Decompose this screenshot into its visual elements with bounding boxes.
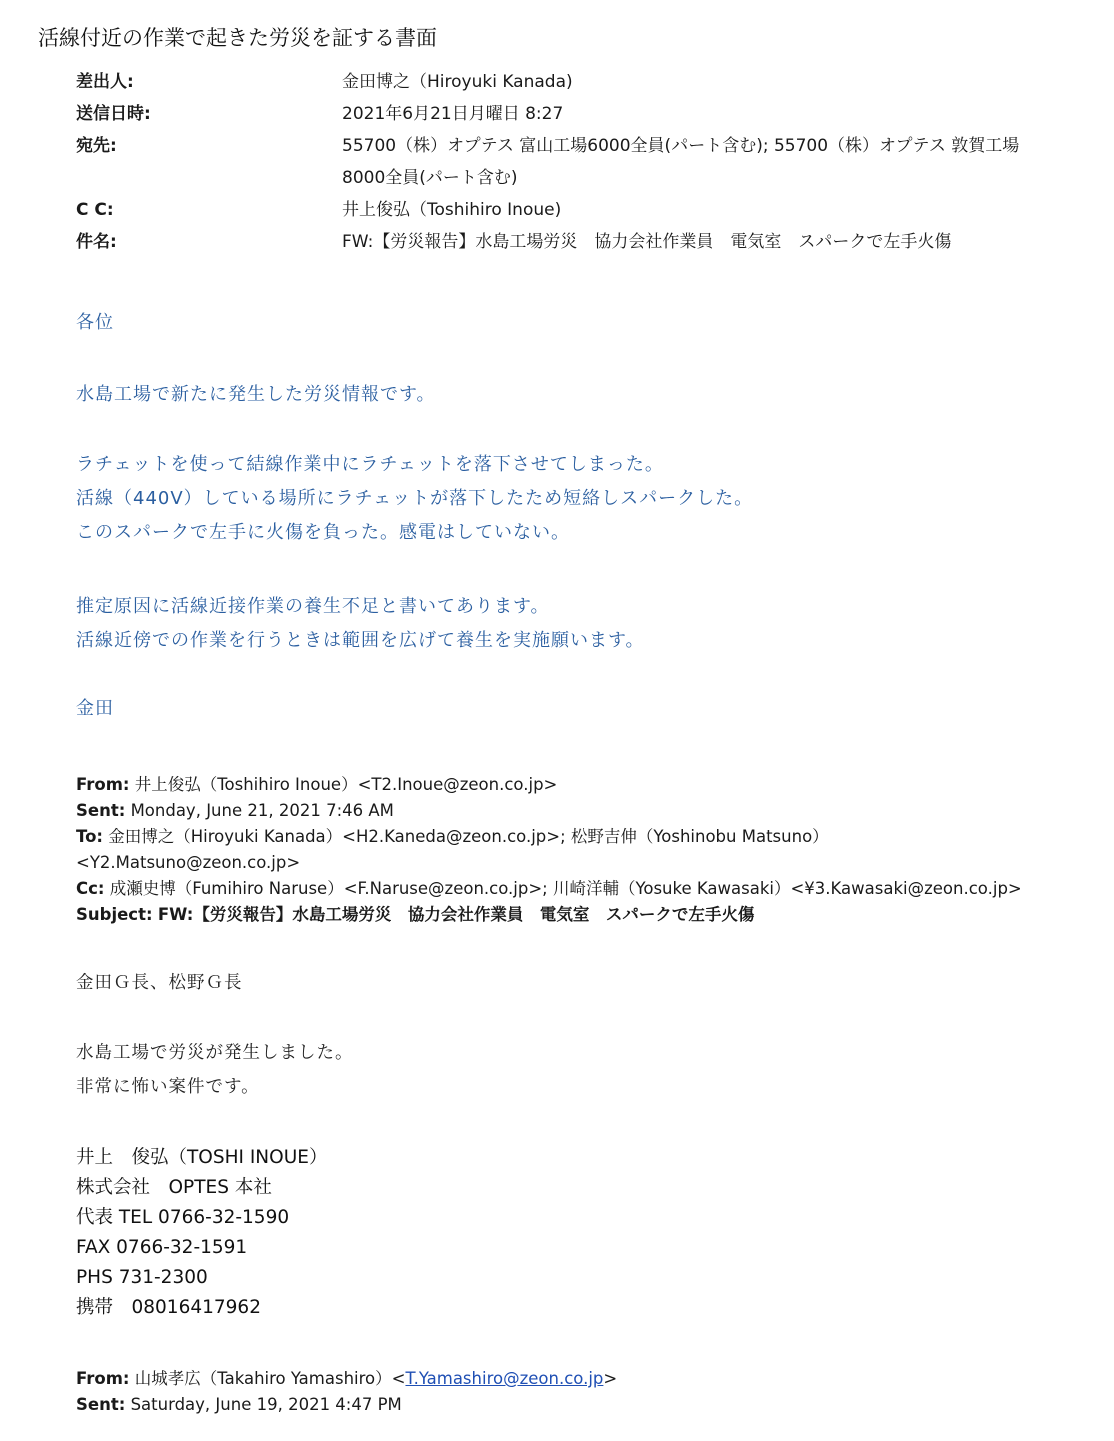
fwd2-email-link[interactable]: T.Yamashiro@zeon.co.jp <box>405 1369 604 1388</box>
header-row-to <box>76 130 1076 162</box>
fwd2-sent-label: Sent: <box>76 1395 126 1414</box>
signature-block <box>76 1143 327 1323</box>
header-value: 55700（株）オプテス 富山工場6000全員(パート含む); 55700（株）オプテス 敦賀工場 <box>342 136 1020 156</box>
fwd-from-value: 井上俊弘（Toshihiro Inoue）<T2.Inoue@zeon.co.jp> <box>134 775 558 794</box>
fwd-subject-line <box>76 902 1086 928</box>
sign-text: 金田 <box>76 698 114 719</box>
header-row-from <box>76 66 1076 98</box>
header-row-subject <box>76 226 1076 258</box>
signature-line: 携帯 08016417962 <box>76 1297 261 1318</box>
fwd-to-value-cont: <Y2.Matsuno@zeon.co.jp> <box>76 853 301 872</box>
header-value: 金田博之（Hiroyuki Kanada) <box>342 72 573 92</box>
signature-line: 株式会社 OPTES 本社 <box>76 1177 272 1198</box>
body2-greeting-text: 金田Ｇ長、松野Ｇ長 <box>76 973 243 993</box>
paragraph-line: このスパークで左手に火傷を負った。感電はしていない。 <box>76 522 570 543</box>
fwd-to-line-cont <box>76 850 1086 876</box>
body2-greeting <box>76 966 243 1000</box>
greeting-text: 各位 <box>76 312 114 333</box>
fwd-sent-value: Monday, June 21, 2021 7:46 AM <box>130 801 394 820</box>
fwd-sent-label: Sent: <box>76 801 126 820</box>
fwd2-sent-line <box>76 1392 1086 1418</box>
body2-lines <box>76 1036 354 1104</box>
signature-line: FAX 0766-32-1591 <box>76 1237 248 1258</box>
fwd-from-label: From: <box>76 775 130 794</box>
header-row-sent <box>76 98 1076 130</box>
signature-line: 井上 俊弘（TOSHI INOUE） <box>76 1147 328 1168</box>
body-paragraph-2 <box>76 590 645 658</box>
intro-text: 水島工場で新たに発生した労災情報です。 <box>76 384 436 405</box>
header-label: 宛先: <box>76 136 117 156</box>
header-label: 送信日時: <box>76 104 151 124</box>
fwd-subject-value: FW:【労災報告】水島工場労災 協力会社作業員 電気室 スパークで左手火傷 <box>157 905 755 924</box>
header-value: FW:【労災報告】水島工場労災 協力会社作業員 電気室 スパークで左手火傷 <box>342 232 952 252</box>
fwd2-sent-value: Saturday, June 19, 2021 4:47 PM <box>130 1395 402 1414</box>
paragraph-line: 推定原因に活線近接作業の養生不足と書いてあります。 <box>76 596 550 617</box>
header-value: 井上俊弘（Toshihiro Inoue) <box>342 200 562 220</box>
signature-line: 代表 TEL 0766-32-1590 <box>76 1207 290 1228</box>
fwd2-from-label: From: <box>76 1369 130 1388</box>
header-label: 差出人: <box>76 72 134 92</box>
header-value: 2021年6月21日月曜日 8:27 <box>342 104 564 124</box>
paragraph-line: 活線（440V）している場所にラチェットが落下したため短絡しスパークした。 <box>76 488 754 509</box>
body-intro <box>76 378 436 412</box>
fwd-to-label: To: <box>76 827 103 846</box>
fwd-sent-line <box>76 798 1086 824</box>
paragraph-line: ラチェットを使って結線作業中にラチェットを落下させてしまった。 <box>76 454 664 475</box>
body-greeting <box>76 306 114 340</box>
header-label: C C: <box>76 200 114 220</box>
fwd2-from-line <box>76 1366 1086 1392</box>
paragraph-line: 活線近傍での作業を行うときは範囲を広げて養生を実施願います。 <box>76 630 645 651</box>
email-header <box>76 66 1076 258</box>
header-label <box>76 162 342 194</box>
forward-header-1 <box>76 772 1086 928</box>
fwd-from-line <box>76 772 1086 798</box>
header-row-cc <box>76 194 1076 226</box>
header-value: 8000全員(パート含む) <box>342 168 518 188</box>
fwd-cc-value: 成瀬史博（Fumihiro Naruse）<F.Naruse@zeon.co.jp>; 川崎洋輔（Yosuke Kawasaki）<¥3.Kawasaki@zeon.co.jp> <box>109 879 1022 898</box>
fwd-to-value: 金田博之（Hiroyuki Kanada）<H2.Kaneda@zeon.co.jp>; 松野吉伸（Yoshinobu Matsuno） <box>108 827 829 846</box>
fwd2-from-name: 山城孝広（Takahiro Yamashiro）< <box>134 1369 406 1388</box>
body-paragraph-1 <box>76 448 753 550</box>
body-sign <box>76 692 114 726</box>
fwd-subject-label: Subject: <box>76 905 153 924</box>
fwd-to-line <box>76 824 1086 850</box>
header-label: 件名: <box>76 232 117 252</box>
body2-line: 水島工場で労災が発生しました。 <box>76 1043 354 1063</box>
forward-header-2 <box>76 1366 1086 1418</box>
body2-line: 非常に怖い案件です。 <box>76 1077 260 1097</box>
fwd2-from-end: > <box>603 1369 618 1388</box>
header-row-to-cont <box>76 162 1076 194</box>
fwd-cc-line <box>76 876 1086 902</box>
signature-line: PHS 731-2300 <box>76 1267 208 1288</box>
fwd-cc-label: Cc: <box>76 879 105 898</box>
page-title: 活線付近の作業で起きた労災を証する書面 <box>38 26 437 50</box>
